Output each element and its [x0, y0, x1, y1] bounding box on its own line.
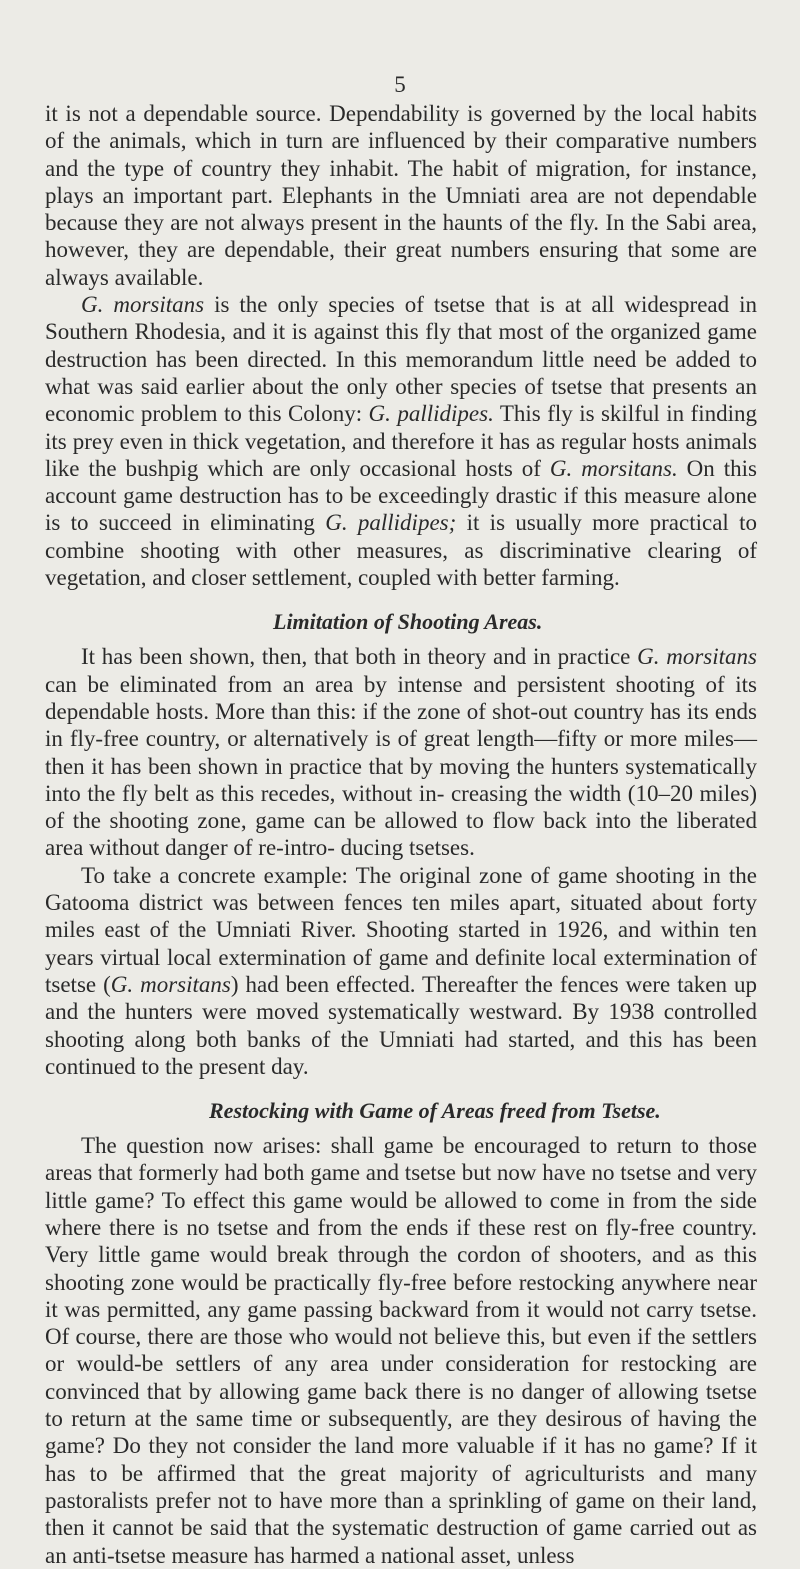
species-name: G. pallidipes; — [325, 510, 457, 536]
paragraph-text: It has been shown, then, that both in theory and in practice — [81, 644, 638, 670]
paragraph-limitation — [45, 643, 757, 861]
species-name: G. morsitans — [637, 644, 757, 670]
paragraph-example — [45, 862, 757, 1080]
paragraph-text: This fly is skilful in finding its prey even in thick vegetation, and therefore it has as regular hosts animals like the bushpig which are only occasional hosts of — [45, 401, 757, 481]
species-name: G. pallidipes. — [368, 401, 494, 427]
paragraph-text: ) had been effected. Thereafter the fences were taken up and the hunters were moved systematically westward. By 1938 controlled shooting along both banks of the Umniati had started, and this has been continued to the present day. — [45, 971, 758, 1079]
paragraph-text: is the only species of tsetse that is at all widespread in Southern Rhodesia, and it is against this fly that most of the organized game destruction has been directed. In this memorandum little need be added to what was said earlier about the only other species of tsetse that presents an economic problem to this Colony: — [45, 292, 757, 427]
species-name: G. morsitans — [110, 971, 231, 997]
paragraph-text: can be eliminated from an area by intense and persistent shooting of its dependable hosts. More than this: if the zone of shot-out country has its ends in fly-free country, or alternatively is of great length—fifty or more miles—then it has been shown in practice that by moving the hunters systematically into the fly belt as this recedes, without in- creasing the width (10–20 miles) of the shooting zone, game can be allowed to flow back into the liberated area without danger of re-intro- ducing tsetses. — [45, 671, 757, 861]
species-name: G. morsitans — [81, 292, 205, 318]
section-heading-restocking: Restocking with Game of Areas freed from Tsetse. — [209, 1098, 661, 1124]
page-number: 5 — [394, 72, 406, 97]
species-name: G. morsitans. — [549, 455, 678, 481]
paragraph-text: it is usually more practical to combine shooting with other measures, as discriminative clearing of vegetation, and closer settlement, coupled with better farming. — [45, 510, 758, 591]
paragraph-morsitans — [45, 291, 757, 591]
paragraph-text: On this account game destruction has to be exceedingly drastic if this measure alone is to succeed in eliminating — [45, 455, 757, 536]
paragraph-text: To take a concrete example: The original zone of game shooting in the Gatooma district was between fences ten miles apart, situated about forty miles east of the Umniati River. Shooting started in 1926, and within ten years virtual local extermination of game and definite local extermination of tsetse ( — [45, 862, 757, 997]
paragraph-dependability: it is not a dependable source. Dependability is governed by the local habits of the animals, which in turn are influenced by their comparative numbers and the type of country they inhabit. The habit of migration, for instance, plays an important part. Elephants in the Umniati area are not dependable because they are not always present in the haunts of the fly. In the Sabi area, however, they are dependable, their great numbers ensuring that some are always available. — [45, 101, 757, 290]
document-body — [45, 100, 757, 1569]
section-heading-limitation: Limitation of Shooting Areas. — [273, 609, 543, 635]
paragraph-restocking: The question now arises: shall game be encouraged to return to those areas that formerly had both game and tsetse but now have no tsetse and very little game? To effect this game would be allowed to come in from the side where there is no tsetse and from the ends if these rest on fly-free country. Very little game would break through the cordon of shooters, and as this shooting zone would be practically fly-free before restocking anywhere near it was permitted, any game passing backward from it would not carry tsetse. Of course, there are those who would not believe this, but even if the settlers or would-be settlers of any area under consideration for restocking are convinced that by allowing game back there is no danger of allowing tsetse to return at the same time or subsequently, are they desirous of having the game? Do they not consider the land more valuable if it has no game? If it has to be affirmed that the great majority of agriculturists and many pastoralists prefer not to have more than a sprinkling of game on their land, then it cannot be said that the systematic destruction of game carried out as an anti-tsetse measure has harmed a national asset, unless — [45, 1133, 757, 1568]
